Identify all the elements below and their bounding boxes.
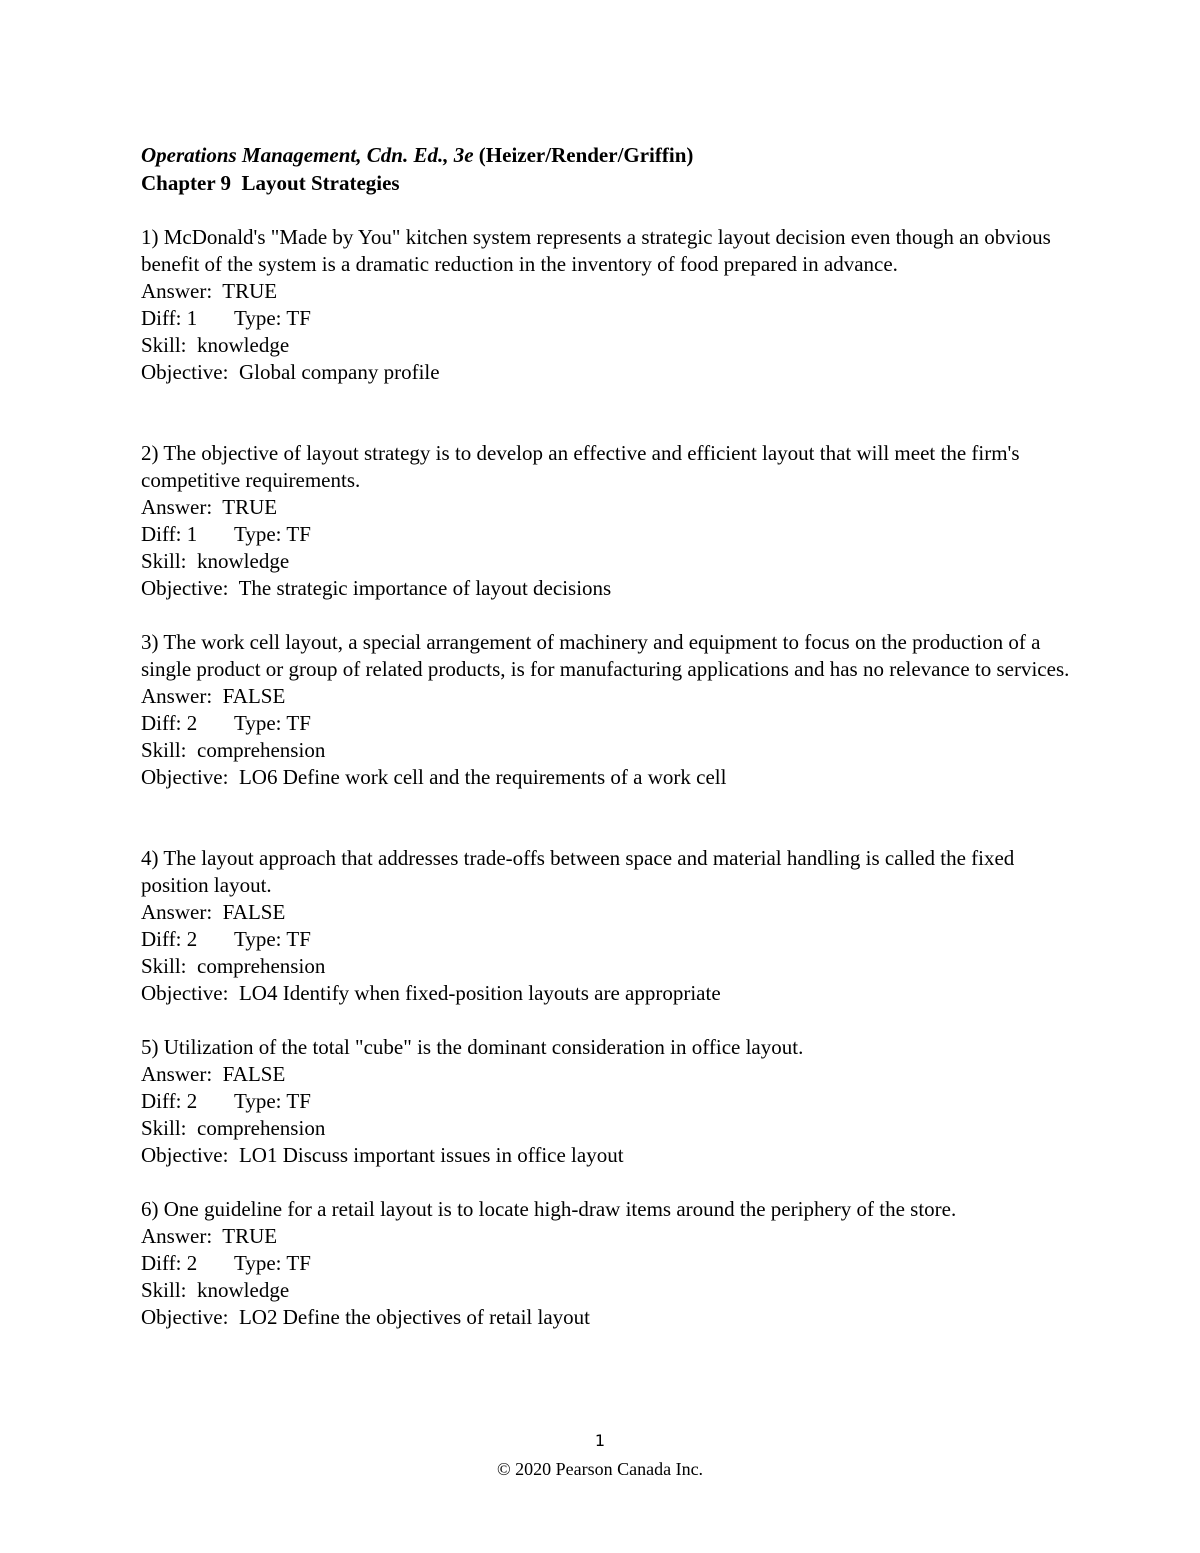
question-5 (141, 1034, 1081, 1169)
objective-line: Objective: LO1 Discuss important issues in office layout (141, 1143, 624, 1167)
question-type: Type: TF (234, 711, 311, 735)
question-text: 4) The layout approach that addresses trade-offs between space and material handling is called the fixed position layout. (141, 846, 1015, 897)
skill-line: Skill: comprehension (141, 954, 326, 978)
skill-line: Skill: knowledge (141, 333, 290, 357)
difficulty: Diff: 2 (141, 711, 198, 735)
difficulty: Diff: 2 (141, 1089, 198, 1113)
question-type: Type: TF (234, 1251, 311, 1275)
skill-line: Skill: comprehension (141, 1116, 326, 1140)
diff-type-line (141, 521, 1081, 548)
objective-line: Objective: LO6 Define work cell and the requirements of a work cell (141, 765, 727, 789)
question-1 (141, 224, 1081, 386)
question-3 (141, 629, 1081, 791)
question-text: 2) The objective of layout strategy is to develop an effective and efficient layout that will meet the firm's competitive requirements. (141, 441, 1020, 492)
copyright-notice: © 2020 Pearson Canada Inc. (496, 1459, 704, 1479)
objective-line: Objective: The strategic importance of layout decisions (141, 576, 612, 600)
question-text: 3) The work cell layout, a special arrangement of machinery and equipment to focus on the production of a single product or group of related products, is for manufacturing applications and has no relevance to services. (141, 630, 1070, 681)
question-6 (141, 1196, 1081, 1331)
diff-type-line (141, 1250, 1081, 1277)
answer-line: Answer: TRUE (141, 279, 278, 303)
question-text: 6) One guideline for a retail layout is to locate high-draw items around the periphery of the store. (141, 1197, 957, 1221)
book-title-line (141, 141, 1081, 169)
difficulty: Diff: 2 (141, 1251, 198, 1275)
question-type: Type: TF (234, 522, 311, 546)
diff-type-line (141, 710, 1081, 737)
question-4 (141, 845, 1081, 1007)
answer-line: Answer: FALSE (141, 684, 286, 708)
difficulty: Diff: 2 (141, 927, 198, 951)
skill-line: Skill: knowledge (141, 1278, 290, 1302)
answer-line: Answer: TRUE (141, 1224, 278, 1248)
objective-line: Objective: LO2 Define the objectives of retail layout (141, 1305, 591, 1329)
question-type: Type: TF (234, 927, 311, 951)
difficulty: Diff: 1 (141, 306, 198, 330)
answer-line: Answer: FALSE (141, 900, 286, 924)
chapter-heading: Chapter 9 Layout Strategies (141, 171, 400, 195)
diff-type-line (141, 926, 1081, 953)
question-type: Type: TF (234, 1089, 311, 1113)
diff-type-line (141, 1088, 1081, 1115)
diff-type-line (141, 305, 1081, 332)
answer-line: Answer: FALSE (141, 1062, 286, 1086)
skill-line: Skill: knowledge (141, 549, 290, 573)
document-page (141, 141, 1081, 1329)
page-number: 1 (594, 1431, 606, 1450)
difficulty: Diff: 1 (141, 522, 198, 546)
objective-line: Objective: Global company profile (141, 360, 440, 384)
skill-line: Skill: comprehension (141, 738, 326, 762)
question-text: 1) McDonald's "Made by You" kitchen system represents a strategic layout decision even though an obvious benefit of the system is a dramatic reduction in the inventory of food prepared in advance. (141, 225, 1051, 276)
question-text: 5) Utilization of the total "cube" is the dominant consideration in office layout. (141, 1035, 804, 1059)
book-title: Operations Management, Cdn. Ed., 3e (141, 143, 474, 167)
question-type: Type: TF (234, 306, 311, 330)
objective-line: Objective: LO4 Identify when fixed-position layouts are appropriate (141, 981, 721, 1005)
answer-line: Answer: TRUE (141, 495, 278, 519)
question-2 (141, 440, 1081, 602)
book-authors: (Heizer/Render/Griffin) (478, 143, 694, 167)
